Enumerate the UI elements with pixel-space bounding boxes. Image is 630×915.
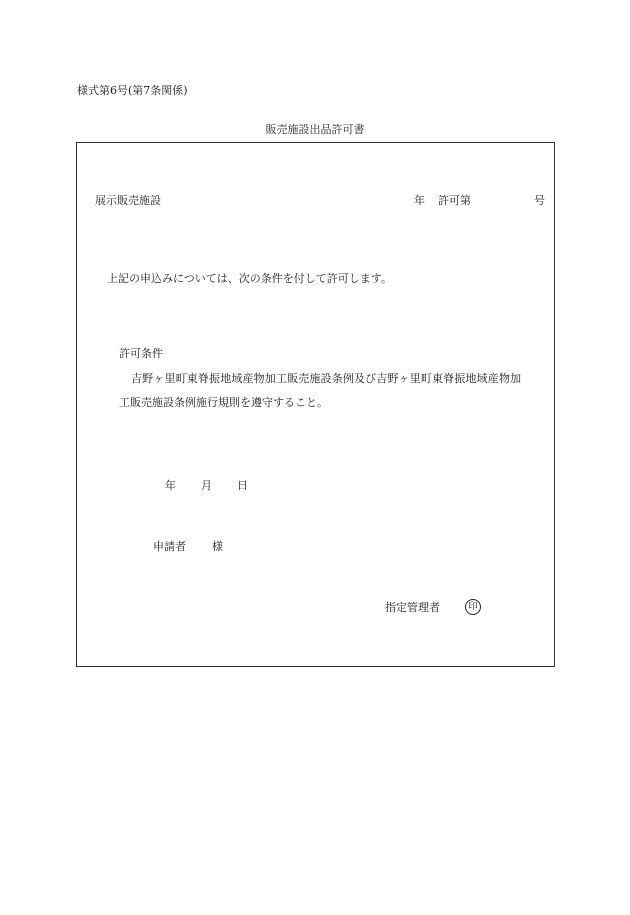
permit-statement: 上記の申込みについては、次の条件を付して許可します。 bbox=[107, 272, 392, 285]
form-number-label: 様式第6号(第7条関係) bbox=[77, 84, 188, 97]
date-month-label: 月 bbox=[201, 479, 212, 492]
seal-circle-icon: 印 bbox=[465, 599, 481, 615]
condition-text-line: 工販売施設条例施行規則を遵守すること。 bbox=[119, 396, 328, 409]
designated-manager-label: 指定管理者 bbox=[385, 601, 440, 614]
date-year-label: 年 bbox=[165, 479, 176, 492]
date-day-label: 日 bbox=[237, 479, 248, 492]
document-title: 販売施設出品許可書 bbox=[265, 123, 365, 136]
applicant-honorific: 様 bbox=[212, 540, 223, 553]
applicant-label: 申請者 bbox=[153, 540, 186, 553]
condition-text-line: 吉野ヶ里町東脊振地域産物加工販売施設条例及び吉野ヶ里町東脊振地域産物加 bbox=[131, 372, 522, 385]
permit-number-label: 許可第 bbox=[438, 194, 471, 207]
facility-label: 展示販売施設 bbox=[95, 194, 161, 207]
conditions-heading: 許可条件 bbox=[119, 347, 163, 360]
permit-year-label: 年 bbox=[414, 194, 425, 207]
permit-number-suffix: 号 bbox=[534, 194, 545, 207]
